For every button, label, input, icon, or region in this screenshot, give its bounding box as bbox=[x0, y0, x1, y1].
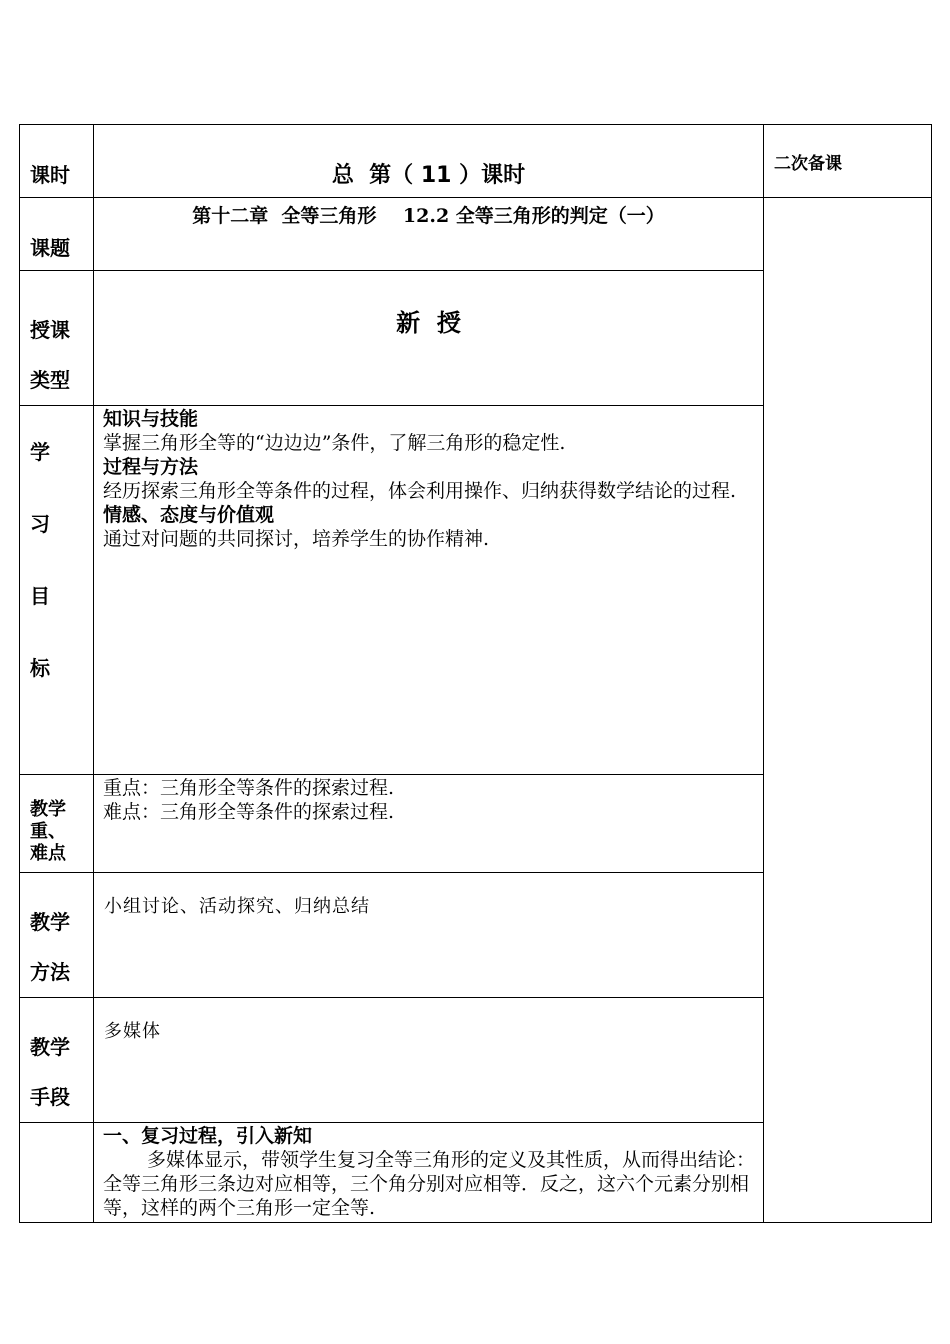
total-hours-cell bbox=[94, 125, 764, 198]
key-points-cell bbox=[94, 775, 764, 873]
topic-cell bbox=[94, 198, 764, 271]
method-cell bbox=[94, 873, 764, 998]
focus-text: 重点：三角形全等条件的探索过程. bbox=[103, 777, 395, 799]
process-section-text: 多媒体显示，带领学生复习全等三角形的定义及其性质，从而得出结论：全等三角形三条边对应相等，三个角分别对应相等．反之，这六个元素分别相等，这样的两个三角形一定全等. bbox=[103, 1149, 756, 1219]
key-points-content bbox=[94, 775, 763, 824]
second-prep-label: 二次备课 bbox=[774, 154, 842, 174]
label-objectives-cell bbox=[20, 406, 94, 775]
label-key-points-line2: 重、 bbox=[30, 821, 66, 842]
lesson-plan-table bbox=[19, 124, 932, 1223]
label-lesson-type-cell bbox=[20, 271, 94, 406]
label-hours: 课时 bbox=[30, 163, 70, 187]
topic-value: 第十二章 全等三角形 12.2 全等三角形的判定（一） bbox=[192, 205, 665, 227]
difficulty-text: 难点：三角形全等条件的探索过程. bbox=[103, 801, 395, 823]
label-key-points-line3: 难点 bbox=[30, 843, 66, 864]
means-cell bbox=[94, 998, 764, 1123]
label-means-cell bbox=[20, 998, 94, 1123]
label-objectives-char2: 习 bbox=[30, 512, 50, 536]
row-hours bbox=[20, 125, 932, 198]
label-means-line1: 教学 bbox=[30, 1035, 70, 1059]
knowledge-title: 知识与技能 bbox=[103, 408, 199, 430]
lesson-type-cell bbox=[94, 271, 764, 406]
method-value: 小组讨论、活动探究、归纳总结 bbox=[104, 896, 370, 917]
label-lesson-type-line1: 授课 bbox=[30, 318, 70, 342]
process-title: 过程与方法 bbox=[103, 456, 199, 478]
label-hours-cell bbox=[20, 125, 94, 198]
total-hours: 总 第（ 11 ）课时 bbox=[331, 163, 526, 188]
label-method-line2: 方法 bbox=[30, 960, 70, 984]
objectives-cell bbox=[94, 406, 764, 775]
label-topic-cell bbox=[20, 198, 94, 271]
means-value: 多媒体 bbox=[104, 1021, 161, 1042]
process-section-title: 一、复习过程，引入新知 bbox=[103, 1125, 313, 1147]
knowledge-text: 掌握三角形全等的“边边边”条件，了解三角形的稳定性. bbox=[103, 432, 566, 454]
label-lesson-type bbox=[20, 271, 93, 405]
lesson-type-value: 新 授 bbox=[396, 309, 461, 337]
label-process-cell bbox=[20, 1123, 94, 1223]
attitude-title: 情感、态度与价值观 bbox=[103, 504, 275, 526]
objectives-content bbox=[94, 406, 763, 551]
label-method bbox=[20, 873, 93, 997]
second-prep-notes-area bbox=[764, 198, 932, 1223]
label-method-cell bbox=[20, 873, 94, 998]
label-objectives-char4: 标 bbox=[30, 656, 50, 680]
attitude-text: 通过对问题的共同探讨，培养学生的协作精神. bbox=[103, 528, 490, 550]
label-means-line2: 手段 bbox=[30, 1085, 70, 1109]
second-prep-cell bbox=[764, 125, 932, 198]
label-means bbox=[20, 998, 93, 1122]
process-cell bbox=[94, 1123, 764, 1223]
process-content bbox=[94, 1123, 763, 1220]
label-key-points bbox=[20, 775, 93, 865]
label-lesson-type-line2: 类型 bbox=[30, 368, 70, 392]
label-objectives bbox=[20, 406, 93, 704]
process-text: 经历探索三角形全等条件的过程，体会利用操作、归纳获得数学结论的过程. bbox=[103, 480, 737, 502]
label-key-points-line1: 教学 bbox=[30, 799, 66, 820]
label-objectives-char3: 目 bbox=[30, 584, 50, 608]
label-key-points-cell bbox=[20, 775, 94, 873]
label-objectives-char1: 学 bbox=[30, 440, 50, 464]
row-topic bbox=[20, 198, 932, 271]
label-method-line1: 教学 bbox=[30, 910, 70, 934]
label-topic: 课题 bbox=[30, 236, 70, 260]
